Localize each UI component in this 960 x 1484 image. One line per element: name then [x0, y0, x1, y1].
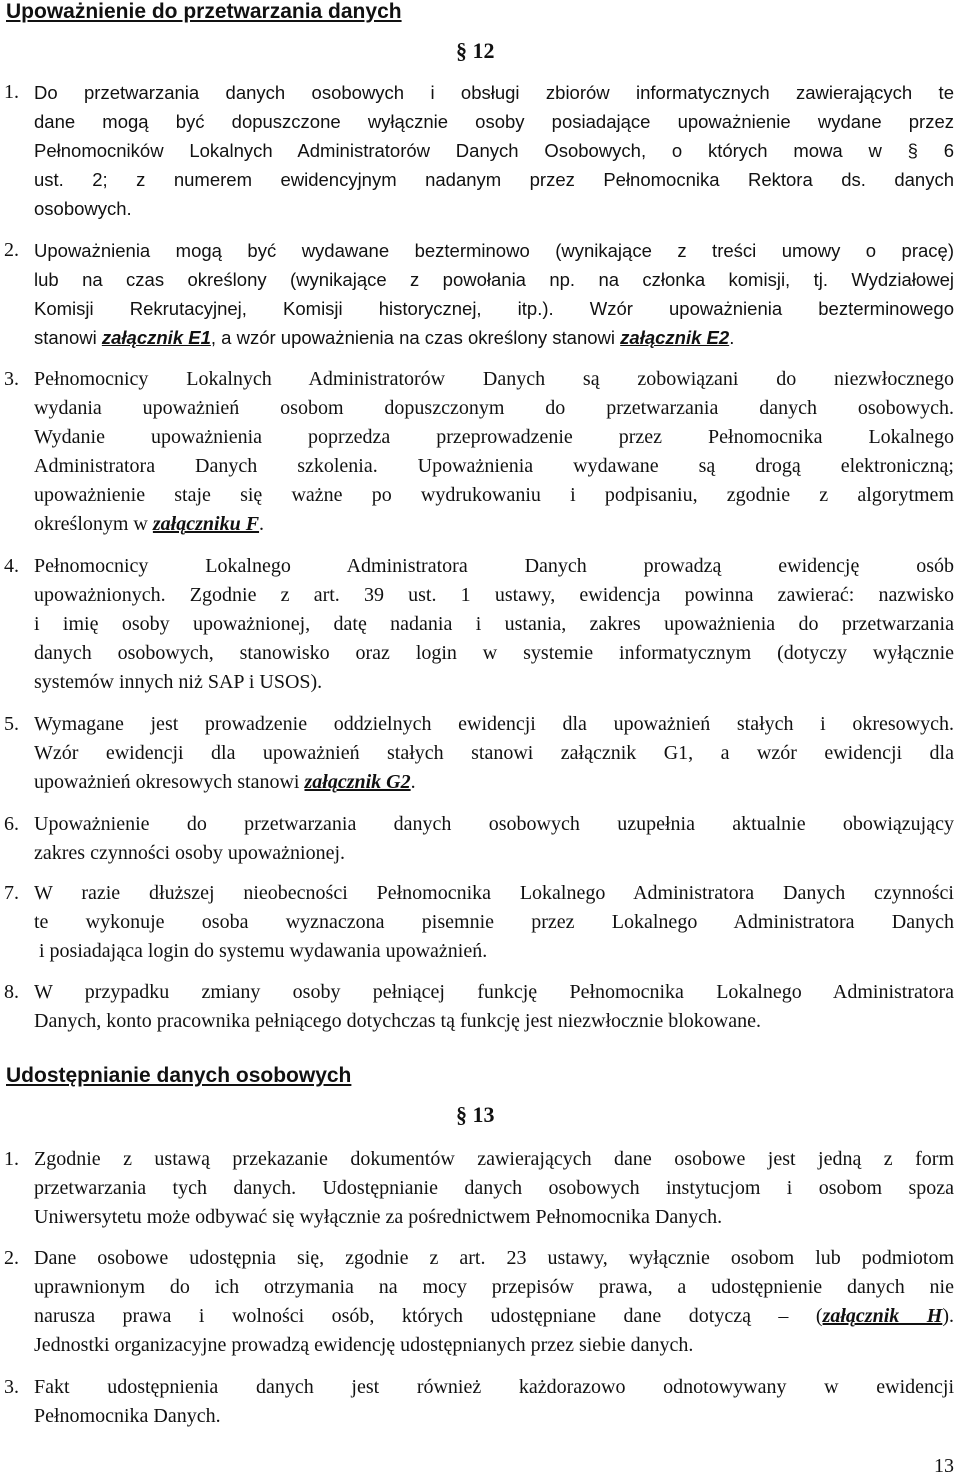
text-line: i posiadająca login do systemu wydawania upoważnień. [34, 940, 488, 962]
list-item-text [34, 1373, 954, 1431]
text-line: Pełnomocnika Danych. [34, 1405, 221, 1427]
text-line: upoważnienie staje się ważne po wydrukowaniu i podpisaniu, zgodnie z algorytmem [34, 484, 954, 506]
attachment-reference-e1: załącznik E1 [101, 327, 211, 348]
list-item-5 [4, 710, 954, 797]
text-line: upoważnień okresowych stanowi załącznik G2. [34, 771, 416, 793]
list-item-number: 2. [4, 239, 19, 261]
text-line: narusza prawa i wolności osób, których udostępniane dane dotyczą – (załącznik H). [34, 1305, 954, 1327]
text-line: Uniwersytetu może odbywać się wyłącznie za pośrednictwem Pełnomocnika Danych. [34, 1206, 723, 1228]
paragraph-number-12: § 12 [456, 38, 495, 63]
text-line: i imię osoby upoważnionej, datę nadania i ustania, zakres upoważnienia do przetwarzania [34, 613, 954, 635]
list-item-text [34, 810, 954, 868]
text-line: danych osobowych, stanowisko oraz login w systemie informatycznym (dotyczy wyłącznie [34, 642, 954, 664]
list-item-4 [4, 552, 954, 697]
text-line: Administratora Danych szkolenia. Upoważnienia wydawane są drogą elektroniczną; [34, 455, 954, 477]
list-item-number: 1. [4, 1148, 19, 1170]
text-line: zakres czynności osoby upoważnionej. [34, 842, 346, 864]
list-item-number: 3. [4, 1376, 19, 1398]
text-line: Wymagane jest prowadzenie oddzielnych ewidencji dla upoważnień stałych i okresowych. [34, 713, 954, 735]
text-line: Jednostki organizacyjne prowadzą ewidencję udostępnianych przez siebie danych. [34, 1334, 694, 1356]
list-item-8 [4, 978, 954, 1036]
text-line: systemów innych niż SAP i USOS). [34, 671, 323, 693]
text-line: Danych, konto pracownika pełniącego dotychczas tą funkcję jest niezwłocznie blokowane. [34, 1010, 761, 1032]
list-item-text [34, 1145, 954, 1232]
text-line: Upoważnienie do przetwarzania danych osobowych uzupełnia aktualnie obowiązujący [34, 813, 954, 835]
attachment-reference-g2: załącznik G2 [304, 771, 411, 793]
text-line: uprawnionym do ich otrzymania na mocy przepisów prawa, a udostępnienie danych nie [34, 1276, 954, 1298]
text-line: Wzór ewidencji dla upoważnień stałych stanowi załącznik G1, a wzór ewidencji dla [34, 742, 954, 764]
text-line: Fakt udostępnienia danych jest również każdorazowo odnotowywany w ewidencji [34, 1376, 954, 1398]
text-line: wydania upoważnień osobom dopuszczonym do przetwarzania danych osobowych. [34, 397, 954, 419]
list-item-number: 5. [4, 713, 19, 735]
attachment-reference-e2: załącznik E2 [620, 327, 730, 348]
list-item-text [34, 710, 954, 797]
list-item-text [34, 552, 954, 697]
list-item-number: 1. [4, 81, 19, 103]
text-line: Dane osobowe udostępnia się, zgodnie z art. 23 ustawy, wyłącznie osobom lub podmiotom [34, 1247, 954, 1269]
text-line: te wykonuje osoba wyznaczona pisemnie przez Lokalnego Administratora Danych [34, 911, 954, 933]
text-line: W przypadku zmiany osoby pełniącej funkcję Pełnomocnika Lokalnego Administratora [34, 981, 954, 1003]
section-heading-data-sharing: Udostępnianie danych osobowych [6, 1064, 352, 1087]
list-item-number: 3. [4, 368, 19, 390]
section-heading-authorization: Upoważnienie do przetwarzania danych [6, 0, 402, 23]
text-line: określonym w załączniku F. [34, 513, 265, 535]
text-line: stanowi załącznik E1, a wzór upoważnienia na czas określony stanowi załącznik E2. [34, 327, 735, 348]
text-line: przetwarzania tych danych. Udostępnianie danych osobowych instytucjom i osobom spoza [34, 1177, 954, 1199]
list-item-7 [4, 879, 954, 966]
text-line: W razie dłuższej nieobecności Pełnomocnika Lokalnego Administratora Danych czynności [34, 882, 954, 904]
list-item-2 [4, 1244, 954, 1360]
list-item-number: 6. [4, 813, 19, 835]
list-item-1 [4, 78, 954, 223]
text-line: dane mogą być dopuszczone wyłącznie osoby posiadające upoważnienie wydane przez [34, 111, 954, 132]
text-line: upoważnionych. Zgodnie z art. 39 ust. 1 ustawy, ewidencja powinna zawierać: nazwisko [34, 584, 954, 606]
text-line: Pełnomocnicy Lokalnych Administratorów Danych są zobowiązani do niezwłocznego [34, 368, 954, 390]
list-item-text [34, 365, 954, 539]
list-item-number: 4. [4, 555, 19, 577]
list-item-number: 7. [4, 882, 19, 904]
list-item-text [34, 1244, 954, 1360]
list-item-text [34, 879, 954, 966]
page-number: 13 [934, 1455, 954, 1477]
list-item-3 [4, 365, 954, 539]
text-line: osobowych. [34, 198, 132, 219]
list-item-2 [4, 236, 954, 352]
list-item-number: 2. [4, 1247, 19, 1269]
list-item-text [34, 236, 954, 352]
list-item-1 [4, 1145, 954, 1232]
text-line: Upoważnienia mogą być wydawane bezterminowo (wynikające z treści umowy o pracę) [34, 240, 954, 261]
attachment-reference-h: załącznik H [822, 1305, 943, 1327]
list-item-text [34, 978, 954, 1036]
list-item-number: 8. [4, 981, 19, 1003]
text-line: Wydanie upoważnienia poprzedza przeprowadzenie przez Pełnomocnika Lokalnego [34, 426, 954, 448]
attachment-reference-f: załączniku F [152, 513, 260, 535]
list-item-text [34, 78, 954, 223]
text-line: Komisji Rekrutacyjnej, Komisji historycznej, itp.). Wzór upoważnienia bezterminowego [34, 298, 954, 319]
list-item-6 [4, 810, 954, 868]
paragraph-number-13: § 13 [456, 1102, 495, 1127]
text-line: Pełnomocnicy Lokalnego Administratora Danych prowadzą ewidencję osób [34, 555, 954, 577]
text-line: ust. 2; z numerem ewidencyjnym nadanym przez Pełnomocnika Rektora ds. danych [34, 169, 954, 190]
text-line: Pełnomocników Lokalnych Administratorów Danych Osobowych, o których mowa w § 6 [34, 140, 954, 161]
text-line: lub na czas określony (wynikające z powołania np. na członka komisji, tj. Wydziałowej [34, 269, 954, 290]
text-line: Do przetwarzania danych osobowych i obsługi zbiorów informatycznych zawierających te [34, 82, 954, 103]
list-item-3 [4, 1373, 954, 1431]
text-line: Zgodnie z ustawą przekazanie dokumentów zawierających dane osobowe jest jedną z form [34, 1148, 954, 1170]
